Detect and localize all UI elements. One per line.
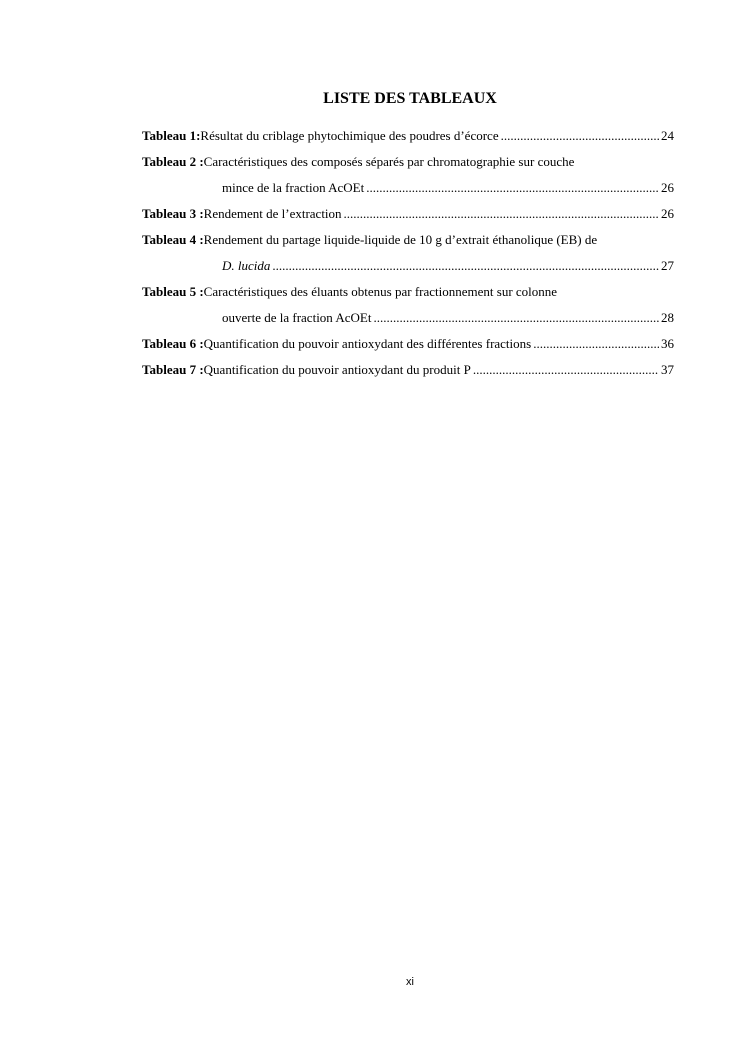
dot-leader	[501, 123, 659, 149]
entry-page-number: 26	[661, 206, 674, 221]
toc-entry-tableau-1[interactable]	[142, 123, 674, 149]
entry-label: Tableau 4 :	[142, 232, 204, 247]
entry-page-number: 24	[661, 128, 674, 143]
entry-title-continued: ouverte de la fraction AcOEt	[222, 310, 372, 325]
dot-leader	[373, 305, 659, 331]
toc-entry-tableau-6[interactable]	[142, 331, 674, 357]
toc-entry-tableau-3[interactable]	[142, 201, 674, 227]
entry-page-number: 27	[661, 258, 674, 273]
table-list	[142, 123, 674, 383]
entry-page-number: 36	[661, 336, 674, 351]
toc-entry-tableau-5[interactable]	[142, 279, 674, 331]
entry-title-continued: D. lucida	[222, 258, 271, 273]
entry-page-number: 28	[661, 310, 674, 325]
entry-title: Quantification du pouvoir antioxydant du produit P	[203, 362, 471, 377]
entry-title: Rendement du partage liquide-liquide de 10 g d’extrait éthanolique (EB) de	[203, 232, 598, 247]
entry-label: Tableau 1:	[142, 128, 201, 143]
entry-label: Tableau 6 :	[142, 336, 204, 351]
toc-entry-tableau-4[interactable]	[142, 227, 674, 279]
dot-leader	[344, 201, 659, 227]
dot-leader	[533, 331, 659, 357]
entry-title: Résultat du criblage phytochimique des poudres d’écorce	[200, 128, 499, 143]
entry-label: Tableau 3 :	[142, 206, 204, 221]
entry-title: Caractéristiques des composés séparés par chromatographie sur couche	[203, 154, 575, 169]
entry-label: Tableau 2 :	[142, 154, 204, 169]
entry-label: Tableau 7 :	[142, 362, 204, 377]
toc-entry-tableau-2[interactable]	[142, 149, 674, 201]
dot-leader	[272, 253, 659, 279]
entry-title: Rendement de l’extraction	[203, 206, 342, 221]
dot-leader	[366, 175, 659, 201]
page-number-footer: xi	[406, 976, 414, 988]
toc-entry-tableau-7[interactable]	[142, 357, 674, 383]
entry-label: Tableau 5 :	[142, 284, 204, 299]
entry-title-continued: mince de la fraction AcOEt	[222, 180, 365, 195]
dot-leader	[473, 357, 659, 383]
page-title: LISTE DES TABLEAUX	[323, 90, 497, 107]
entry-page-number: 26	[661, 180, 674, 195]
entry-title: Caractéristiques des éluants obtenus par fractionnement sur colonne	[203, 284, 558, 299]
entry-title: Quantification du pouvoir antioxydant des différentes fractions	[203, 336, 532, 351]
entry-page-number: 37	[661, 362, 674, 377]
